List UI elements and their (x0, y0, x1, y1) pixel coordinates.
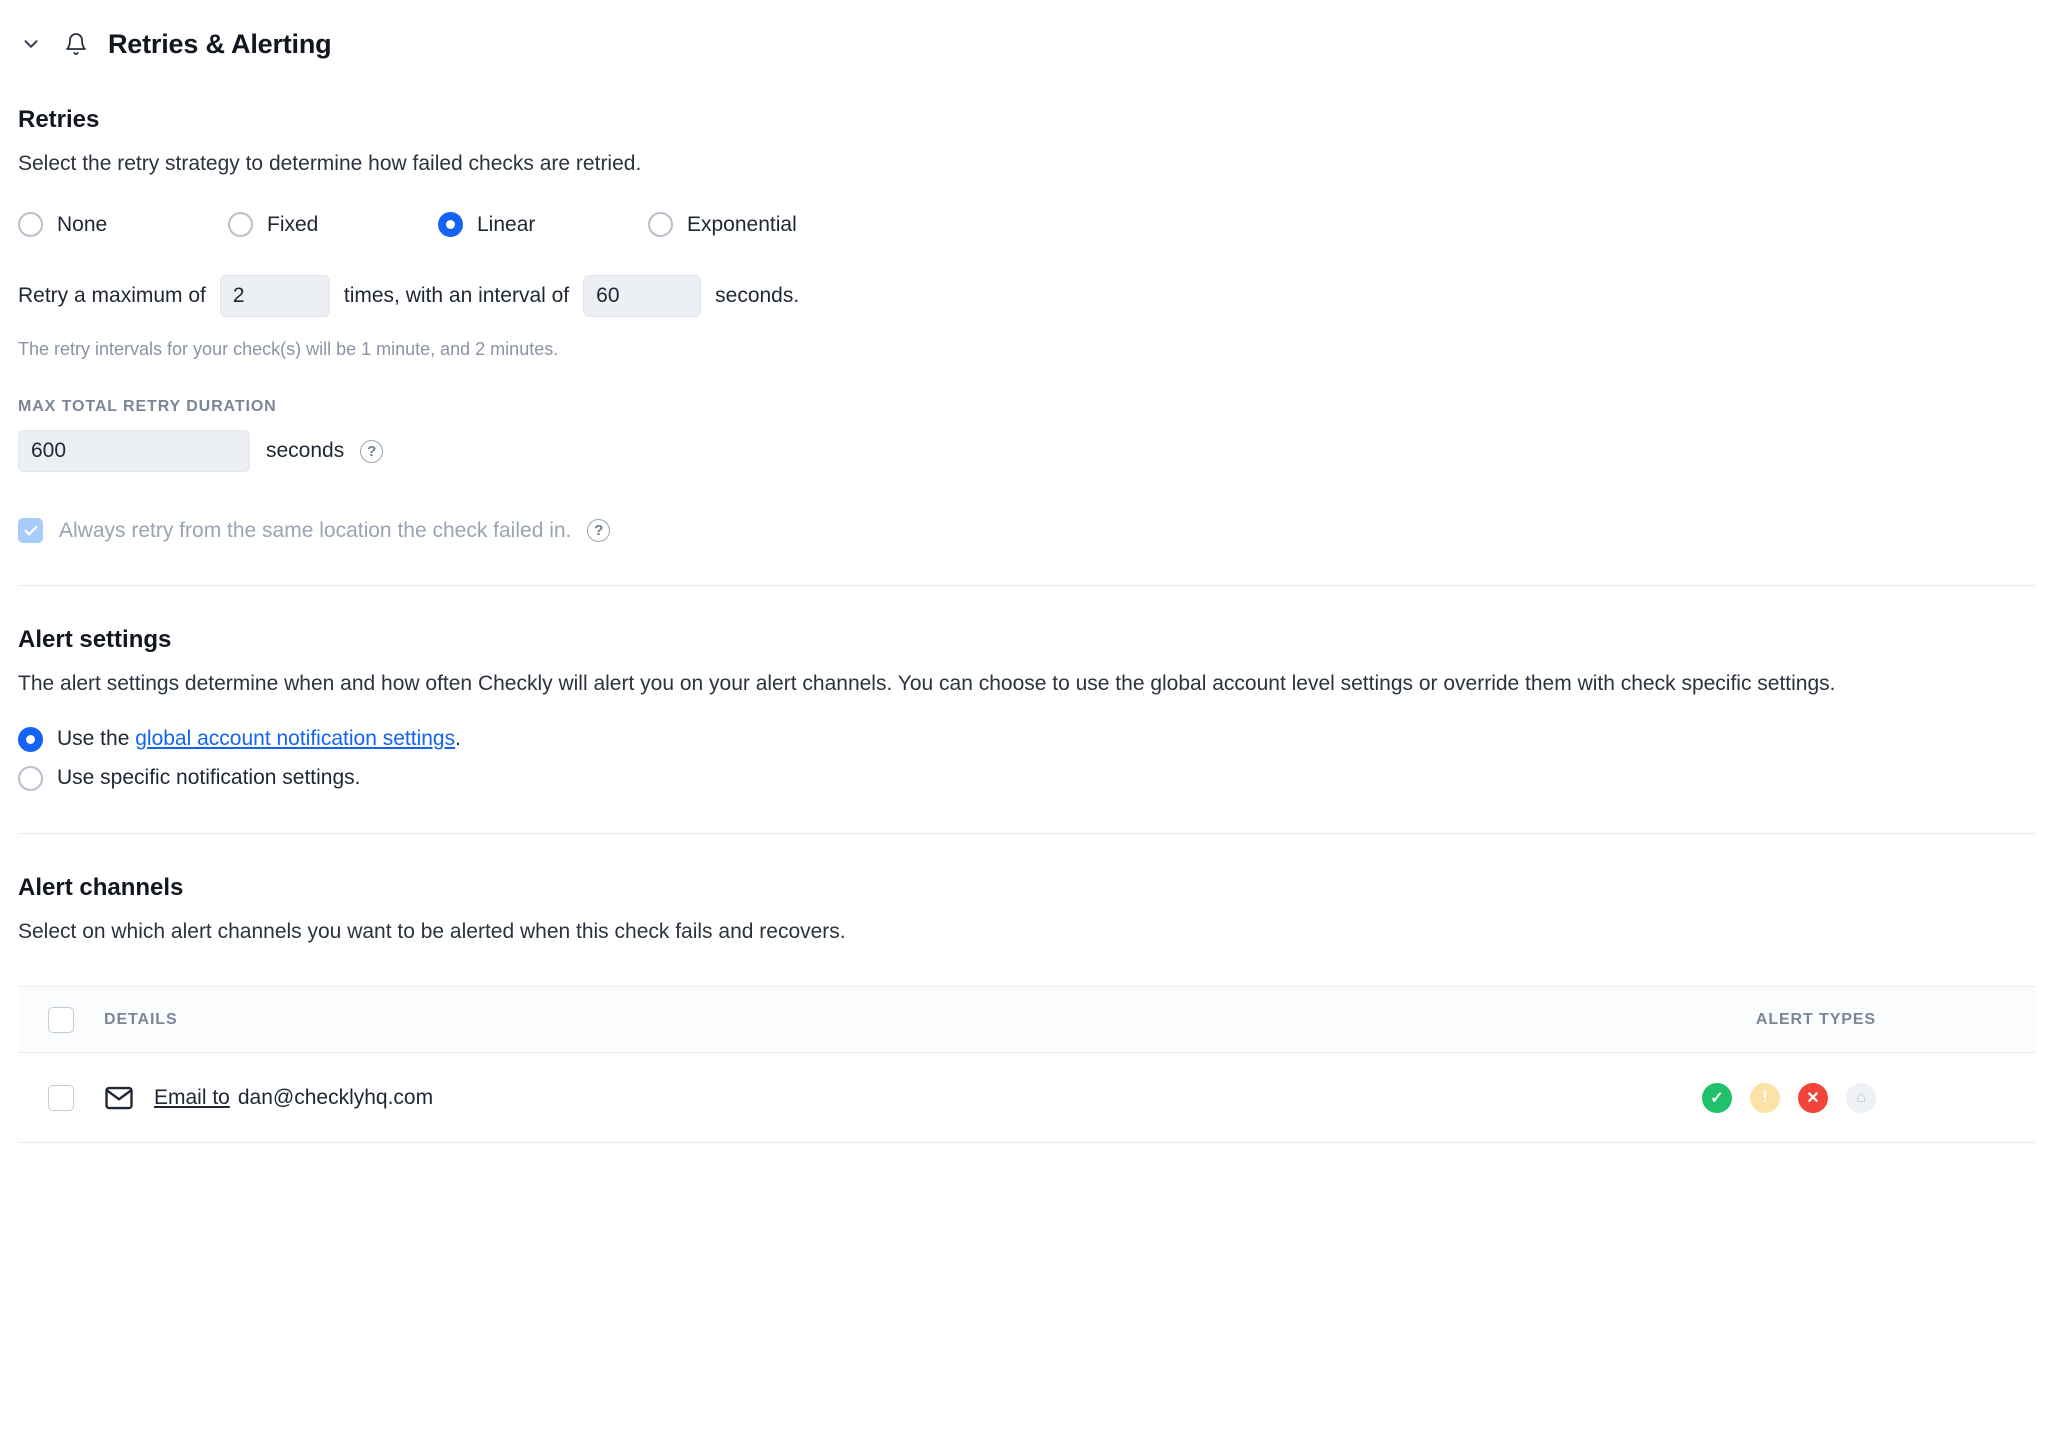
divider (18, 585, 2036, 586)
retry-sentence-middle: times, with an interval of (343, 284, 570, 308)
row-checkbox[interactable] (48, 1085, 74, 1111)
radio-none[interactable] (18, 212, 43, 237)
chevron-down-icon[interactable] (18, 31, 44, 57)
alert-type-ssl-icon[interactable]: ⌂ (1846, 1083, 1876, 1113)
global-option-suffix: . (455, 727, 461, 751)
retry-strategy-none-label: None (57, 212, 108, 236)
alert-channels-table (18, 986, 2036, 1143)
email-address: dan@checklyhq.com (237, 1085, 434, 1109)
radio-exponential[interactable] (648, 212, 673, 237)
radio-fixed[interactable] (228, 212, 253, 237)
radio-linear[interactable] (438, 212, 463, 237)
divider (18, 833, 2036, 834)
section-title: Retries & Alerting (108, 28, 332, 59)
question-mark-icon[interactable]: ? (360, 440, 383, 463)
email-to-link[interactable]: Email to (154, 1085, 230, 1109)
alert-settings-option-specific[interactable] (18, 766, 2036, 791)
column-alert-types (1616, 1011, 2036, 1029)
radio-specific-settings[interactable] (18, 766, 43, 791)
alert-channels-heading: Alert channels (18, 873, 184, 901)
column-details (104, 1011, 1616, 1029)
retry-sentence-suffix: seconds. (715, 284, 800, 308)
column-details-label: DETAILS (104, 1010, 178, 1028)
retries-description: Select the retry strategy to determine how failed checks are retried. (18, 152, 642, 175)
retry-strategy-fixed-label: Fixed (267, 212, 319, 236)
max-total-retry-duration-input[interactable] (18, 430, 250, 472)
retry-strategy-fixed[interactable] (228, 212, 438, 237)
question-mark-icon[interactable]: ? (587, 519, 610, 542)
select-all-cell[interactable] (18, 1007, 104, 1033)
row-alert-types (1616, 1083, 2036, 1113)
retry-strategy-none[interactable] (18, 212, 228, 237)
retry-strategy-exponential-label: Exponential (687, 212, 797, 236)
retry-sentence-prefix: Retry a maximum of (18, 284, 206, 308)
same-location-checkbox[interactable] (18, 518, 43, 543)
bell-icon (62, 30, 90, 58)
table-row[interactable] (18, 1053, 2036, 1143)
max-retries-input[interactable] (220, 275, 330, 317)
row-details (104, 1083, 1616, 1113)
alert-settings-option-global[interactable] (18, 727, 2036, 752)
retry-interval-hint: The retry intervals for your check(s) will be 1 minute, and 2 minutes. (18, 339, 559, 360)
max-total-retry-duration-label: MAX TOTAL RETRY DURATION (18, 398, 277, 416)
section-header[interactable] (0, 22, 2054, 66)
select-all-checkbox[interactable] (48, 1007, 74, 1033)
same-location-row[interactable] (18, 518, 2036, 543)
retry-strategy-exponential[interactable] (648, 212, 858, 237)
same-location-label: Always retry from the same location the check failed in. (59, 518, 572, 542)
alert-settings-description: The alert settings determine when and how often Checkly will alert you on your alert channels. You can choose to use the global account level settings or override them with check specific settings. (18, 672, 1836, 696)
alert-type-failure-icon[interactable]: ✕ (1798, 1083, 1828, 1113)
alert-type-recovery-icon[interactable]: ✓ (1702, 1083, 1732, 1113)
radio-global-settings[interactable] (18, 727, 43, 752)
retry-interval-input[interactable] (583, 275, 701, 317)
retry-strategy-linear[interactable] (438, 212, 648, 237)
max-total-retry-duration-unit: seconds (266, 439, 345, 463)
retry-strategy-group[interactable] (18, 212, 2036, 237)
table-header (18, 987, 2036, 1053)
alert-settings-heading: Alert settings (18, 626, 172, 654)
retry-sentence (18, 275, 2036, 317)
global-account-notification-settings-link[interactable]: global account notification settings (135, 727, 456, 751)
envelope-icon (104, 1083, 146, 1113)
specific-option-label: Use specific notification settings. (57, 766, 361, 790)
column-alert-types-label: ALERT TYPES (1755, 1010, 1876, 1028)
global-option-prefix: Use the (57, 727, 136, 751)
retries-heading: Retries (18, 106, 100, 133)
alert-type-degraded-icon[interactable]: ! (1750, 1083, 1780, 1113)
max-total-retry-duration-row (18, 430, 2036, 472)
alert-channels-description: Select on which alert channels you want to be alerted when this check fails and recovers. (18, 919, 846, 943)
row-select-cell[interactable] (18, 1085, 104, 1111)
alert-settings-options[interactable] (18, 727, 2036, 791)
retry-strategy-linear-label: Linear (477, 212, 536, 236)
